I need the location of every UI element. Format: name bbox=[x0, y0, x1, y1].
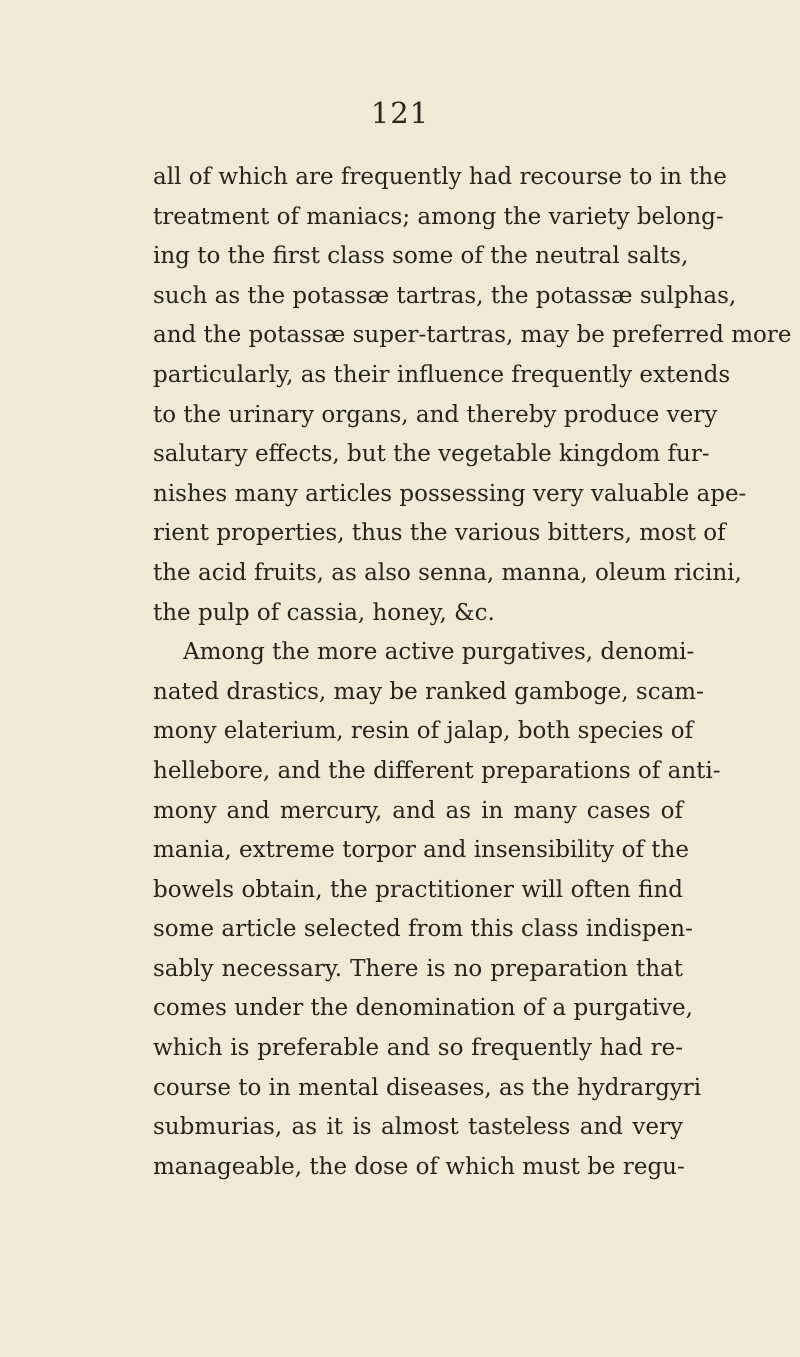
paragraph-start-line: Among the more active purgatives, denomi- bbox=[183, 639, 695, 666]
text-line: salutary effects, but the vegetable kingdom fur- bbox=[153, 441, 710, 468]
text-line: particularly, as their influence frequently extends bbox=[153, 361, 731, 388]
text-line: nated drastics, may be ranked gamboge, scam- bbox=[153, 678, 704, 705]
text-line: comes under the denomination of a purgative, bbox=[153, 995, 693, 1022]
body-text bbox=[153, 158, 792, 1187]
text-line: manageable, the dose of which must be regu- bbox=[153, 1153, 685, 1180]
text-line: hellebore, and the different preparations of anti- bbox=[153, 757, 721, 784]
text-line: which is preferable and so frequently had re- bbox=[153, 1035, 683, 1062]
text-line: the acid fruits, as also senna, manna, oleum ricini, bbox=[153, 559, 742, 586]
text-line: and the potassæ super-tartras, may be preferred more bbox=[153, 322, 792, 349]
text-line: ing to the first class some of the neutral salts, bbox=[153, 243, 689, 270]
text-line: some article selected from this class indispen- bbox=[153, 916, 693, 943]
text-line: mony elaterium, resin of jalap, both species of bbox=[153, 718, 694, 745]
text-line: course to in mental diseases, as the hydrargyri bbox=[153, 1074, 702, 1101]
text-line: nishes many articles possessing very valuable ape- bbox=[153, 480, 747, 507]
text-line: sably necessary. There is no preparation that bbox=[153, 955, 683, 982]
text-line: mony and mercury, and as in many cases of bbox=[153, 797, 683, 824]
page-number: 121 bbox=[370, 96, 430, 130]
text-line: rient properties, thus the various bitters, most of bbox=[153, 520, 726, 547]
text-line: bowels obtain, the practitioner will often find bbox=[153, 876, 683, 903]
text-line: treatment of maniacs; among the variety belong- bbox=[153, 203, 724, 230]
text-line: mania, extreme torpor and insensibility of the bbox=[153, 837, 689, 864]
text-line: to the urinary organs, and thereby produce very bbox=[153, 401, 718, 428]
text-line: all of which are frequently had recourse to in the bbox=[153, 164, 727, 190]
text-line: such as the potassæ tartras, the potassæ sulphas, bbox=[153, 282, 737, 309]
text-line: submurias, as it is almost tasteless and very bbox=[153, 1114, 683, 1141]
paragraph-end-line: the pulp of cassia, honey, &c. bbox=[153, 599, 495, 626]
